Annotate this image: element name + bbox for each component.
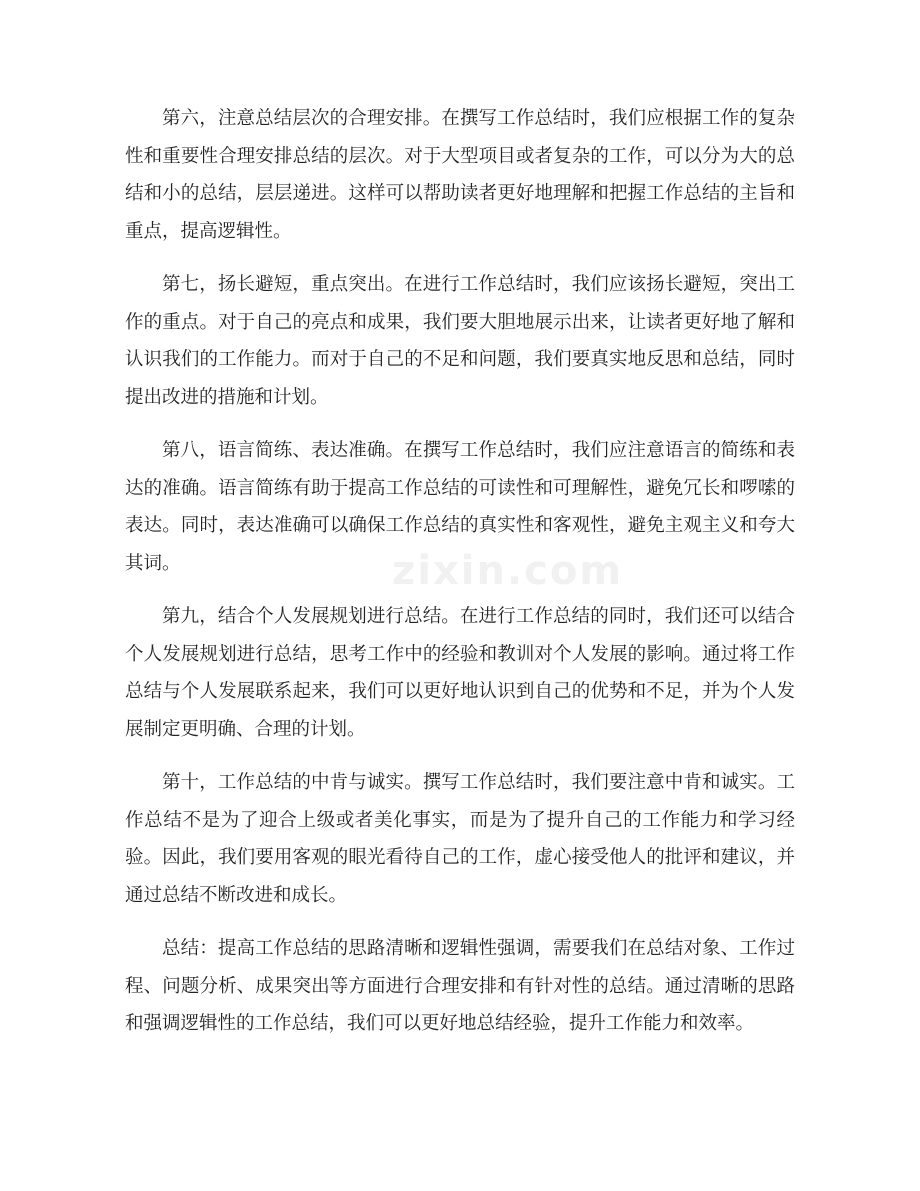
watermark: zixin.com bbox=[392, 548, 624, 594]
paragraph-sixth: 第六，注意总结层次的合理安排。在撰写工作总结时，我们应根据工作的复杂性和重要性合理安排总结的层次。对于大型项目或者复杂的工作，可以分为大的总结和小的总结，层层递进。这样可以帮助读者更好地理解和把握工作总结的主旨和重点，提高逻辑性。 bbox=[125, 108, 795, 242]
document-body bbox=[125, 100, 795, 1059]
paragraph-ninth: 第九，结合个人发展规划进行总结。在进行工作总结的同时，我们还可以结合个人发展规划进行总结，思考工作中的经验和教训对个人发展的影响。通过将工作总结与个人发展联系起来，我们可以更好地认识到自己的优势和不足，并为个人发展制定更明确、合理的计划。 bbox=[125, 606, 795, 740]
paragraph-conclusion: 总结：提高工作总结的思路清晰和逻辑性强调，需要我们在总结对象、工作过程、问题分析、成果突出等方面进行合理安排和有针对性的总结。通过清晰的思路和强调逻辑性的工作总结，我们可以更好地总结经验，提升工作能力和效率。 bbox=[125, 938, 795, 1034]
paragraph-tenth: 第十，工作总结的中肯与诚实。撰写工作总结时，我们要注意中肯和诚实。工作总结不是为了迎合上级或者美化事实，而是为了提升自己的工作能力和学习经验。因此，我们要用客观的眼光看待自己的工作，虚心接受他人的批评和建议，并通过总结不断改进和成长。 bbox=[125, 772, 795, 906]
paragraph-eighth: 第八，语言简练、表达准确。在撰写工作总结时，我们应注意语言的简练和表达的准确。语言简练有助于提高工作总结的可读性和可理解性，避免冗长和啰嗦的表达。同时，表达准确可以确保工作总结的真实性和客观性，避免主观主义和夸大其词。 bbox=[125, 440, 795, 574]
paragraph-seventh: 第七，扬长避短，重点突出。在进行工作总结时，我们应该扬长避短，突出工作的重点。对于自己的亮点和成果，我们要大胆地展示出来，让读者更好地了解和认识我们的工作能力。而对于自己的不足和问题，我们要真实地反思和总结，同时提出改进的措施和计划。 bbox=[125, 274, 795, 408]
